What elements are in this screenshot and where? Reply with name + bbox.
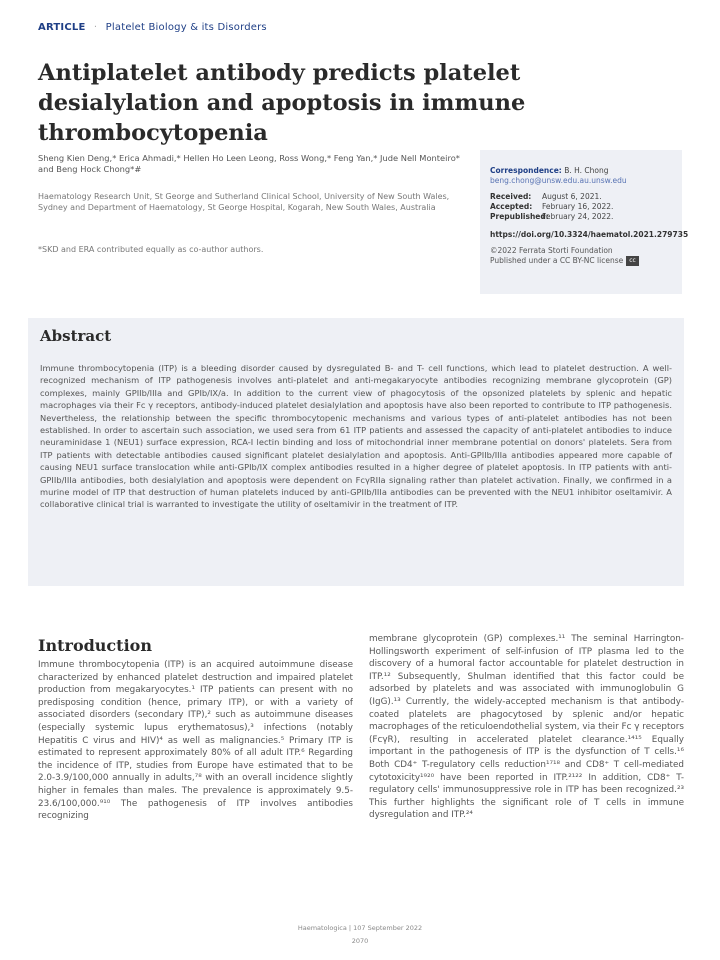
article-title: Antiplatelet antibody predicts platelet desialylation and apoptosis in immune thrombocytopenia [38,60,526,146]
correspondence-email[interactable]: beng.chong@unsw.edu.au.unsw.edu [490,176,627,185]
abstract-heading: Abstract [40,327,112,345]
introduction-heading: Introduction [38,636,152,655]
date-key: Prepublished: [490,212,549,221]
license-line [490,256,674,266]
date-row [490,202,674,212]
intro-column-left: Immune thrombocytopenia (ITP) is an acquired autoimmune disease characterized by enhanced platelet destruction and impaired platelet production from megakaryocytes.¹ ITP patients can present with no predisposing condition (hence, primary ITP), or with a variety of associated disorders (secondary ITP),² such as autoimmune diseases (especially systemic lupus erythematosus),³ infections (notably Hepatitis C virus and HIV)⁴ as well as malignancies.⁵ Primary ITP is estimated to represent approximately 80% of all adult ITP.⁶ Regarding the incidence of ITP, studies from Europe have estimated that to be 2.0-3.9/100,000 annually in adults,⁷⁸ with an overall incidence slightly higher in females than males. The prevalence is approximately 9.5-23.6/100,000.⁹¹⁰ The pathogenesis of ITP involves antibodies recognizing [38,660,353,822]
date-key: Received: [490,192,532,201]
doi-link[interactable]: https://doi.org/10.3324/haematol.2021.279735 [490,230,689,239]
correspondence-name: B. H. Chong [564,166,609,175]
date-value: August 6, 2021. [542,192,602,201]
article-label: ARTICLE [38,22,86,33]
abstract-text: Immune thrombocytopenia (ITP) is a bleeding disorder caused by dysregulated B- and T- cell functions, which lead to platelet destruction. A well-recognized mechanism of ITP pathogenesis involves anti-platelet and anti-megakaryocyte antibodies recognizing membrane glycoprotein (GP) complexes, mainly GPIIb/IIIa and GPIb/IX/a. In addition to the current view of phagocytosis of the opsonized platelets by splenic and hepatic macrophages via their Fc γ receptors, antibody-induced platelet desialylation and apoptosis have also been reported to contribute to ITP pathogenesis. Nevertheless, the relationship between the specific thrombocytopenic mechanisms and various types of anti-platelet antibodies has not been established. In order to ascertain such association, we used sera from 61 ITP patients and assessed the capacity of anti-platelet antibodies to induce neuraminidase 1 (NEU1) surface expression, RCA-I lectin binding and loss of mitochondrial inner membrane potential on donors' platelets. Sera from ITP patients with detectable antibodies caused significant platelet desialylation and apoptosis. Anti-GPIIb/IIIa antibodies appeared more capable of causing NEU1 surface translocation while anti-GPIb/IX complex antibodies resulted in a higher degree of platelet apoptosis. In ITP patients with anti-GPIIb/IIIa antibodies, both desialylation and apoptosis were dependent on FcγRIIa signaling rather than platelet activation. Finally, we confirmed in a murine model of ITP that destruction of human platelets induced by anti-GPIIb/IIIa antibodies can be prevented with the NEU1 inhibitor oseltamivir. A collaborative clinical trial is warranted to investigate the utility of oseltamivir in the treatment of ITP. [40,363,672,510]
journal-footer: Haematologica | 107 September 2022 [297,924,423,932]
correspondence-label: Correspondence: [490,166,562,175]
author-list: Sheng Kien Deng,* Erica Ahmadi,* Hellen Ho Leen Leong, Ross Wong,* Feng Yan,* Jude Nell Monteiro* and Beng Hock Chong*# [38,153,460,174]
correspondence-box [480,150,689,294]
date-key: Accepted: [490,202,533,211]
page-number: 2070 [351,937,369,945]
equal-contribution-note: *SKD and ERA contributed equally as co-author authors. [38,245,264,254]
date-row [490,192,674,202]
affiliation: Haematology Research Unit, St George and Sutherland Clinical School, University of New South Wales, Sydney and Department of Haematology, St George Hospital, Kogarah, New South Wales, Australia [38,192,450,212]
dates-list [490,192,674,222]
cc-license-icon[interactable]: cc [626,256,639,266]
date-value: February 24, 2022. [542,212,614,221]
header-separator: · [93,22,98,33]
article-header [38,22,267,33]
license-text: Published under a CC BY-NC license [490,256,624,265]
section-link[interactable]: Platelet Biology & its Disorders [105,22,267,33]
abstract-section [28,318,684,586]
intro-column-right: membrane glycoprotein (GP) complexes.¹¹ The seminal Harrington-Hollingsworth experiment of self-infusion of ITP plasma led to the discovery of a humoral factor accountable for platelet destruction in ITP.¹² Subsequently, Shulman identified that this factor could be adsorbed by platelets and was associated with immunoglobulin G (IgG).¹³ Currently, the widely-accepted mechanism is that antibody-coated platelets are phagocytosed by splenic and/or hepatic macrophages of the reticuloendothelial system, via their Fc γ receptors (FcγR), resulting in accelerated platelet clearance.¹⁴¹⁵ Equally important in the pathogenesis of ITP is the dysfunction of T cells.¹⁶ Both CD4⁺ T-regulatory cells reduction¹⁷¹⁸ and CD8⁺ T cell-mediated cytotoxicity¹⁹²⁰ have been reported in ITP.²¹²² In addition, CD8⁺ T-regulatory cells' immunosuppressive role in ITP has been recognized.²³ This further highlights the significant role of T cells in immune dysregulation and ITP.²⁴ [369,634,684,821]
copyright-text [490,246,674,266]
date-row [490,212,674,222]
copyright-line: ©2022 Ferrata Storti Foundation [490,246,613,255]
date-value: February 16, 2022. [542,202,614,211]
